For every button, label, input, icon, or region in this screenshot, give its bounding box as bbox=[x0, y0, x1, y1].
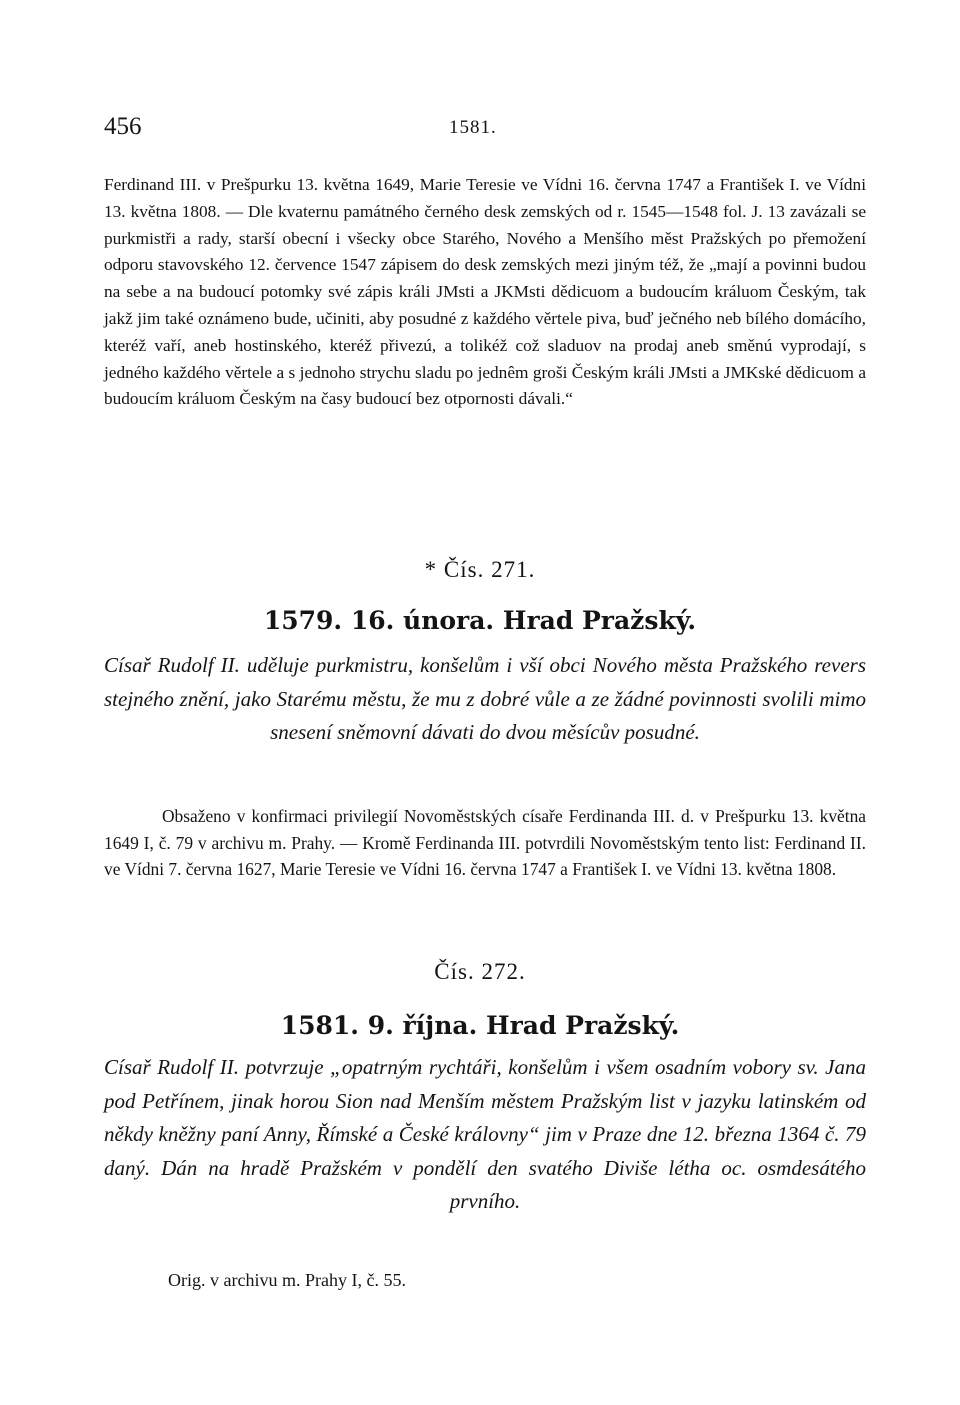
page-number: 456 bbox=[104, 113, 142, 140]
document-source-272: Orig. v archivu m. Prahy I, č. 55. bbox=[168, 1270, 406, 1290]
document-number-271: * Čís. 271. bbox=[424, 557, 536, 582]
running-head-year: 1581. bbox=[449, 117, 497, 138]
document-source-271: Obsaženo v konfirmaci privilegií Novoměstských císaře Ferdinanda III. d. v Prešpurku 13. května 1649 I, č. 79 v archivu m. Prahy. — Kromě Ferdinanda III. potvrdili Novoměstským tento list: Ferdinand II. ve Vídni 7. června 1627, Marie Teresie ve Vídni 16. června 1747 a František I. ve Vídni 13. května 1808. bbox=[104, 806, 866, 879]
document-heading-271: 1579. 16. února. Hrad Pražský. bbox=[263, 606, 697, 635]
document-heading-272: 1581. 9. října. Hrad Pražský. bbox=[280, 1011, 680, 1040]
document-regest-271: Císař Rudolf II. uděluje purkmistru, konšelům i vší obci Nového města Pražského revers stejného znění, jako Starému městu, že mu z dobré vůle a ze žádné povinnosti svolili mimo snesení sněmovní dávati do dvou měsícův posudné. bbox=[104, 653, 866, 744]
document-regest-272: Císař Rudolf II. potvrzuje „opatrným rychtáři, konšelům i všem osadním vobory sv. Jana pod Petřínem, jinak horou Sion nad Menším městem Pražským list v jazyku latinském od někdy kněžny paní Anny, Římské a České královny“ jim v Praze dne 12. března 1364 č. 79 daný. Dán na hradě Pražském v pondělí den svatého Diviše létha oc. osmdesátého prvního. bbox=[104, 1055, 866, 1213]
page-header bbox=[104, 113, 866, 143]
document-number-272: Čís. 272. bbox=[434, 959, 526, 984]
continuation-paragraph: Ferdinand III. v Prešpurku 13. května 1649, Marie Teresie ve Vídni 16. června 1747 a František I. ve Vídni 13. května 1808. — Dle kvaternu památného černého desk zemských od r. 1545—1548 fol. J. 13 zavázali se purkmistři a rady, starší obecní i všecky obce Starého, Nového a Menšího měst Pražských po přemožení odporu stavovského 12. července 1547 zápisem do desk zemských mezi jiným též, že „mají a povinni budou na sebe a na budoucí potomky své zápis králi JMsti a JKMsti dědicuom a budoucím králuom Českým, tak jakž jim také oznámeno bude, učiniti, aby posudné z každého věrtele piva, buď ječného neb bílého domácího, kteréž vaří, aneb hostinského, kteréž přivezú, a tolikéž což sladuov na prodaj aneb směnú vyprodají, s jedného každého věrtele a s jednoho strychu sladu po jednêm groši Českým králi JMsti a JMKské dědicuom a budoucím králuom Českým na časy budoucí bez otpornosti dávali.“ bbox=[104, 175, 866, 409]
